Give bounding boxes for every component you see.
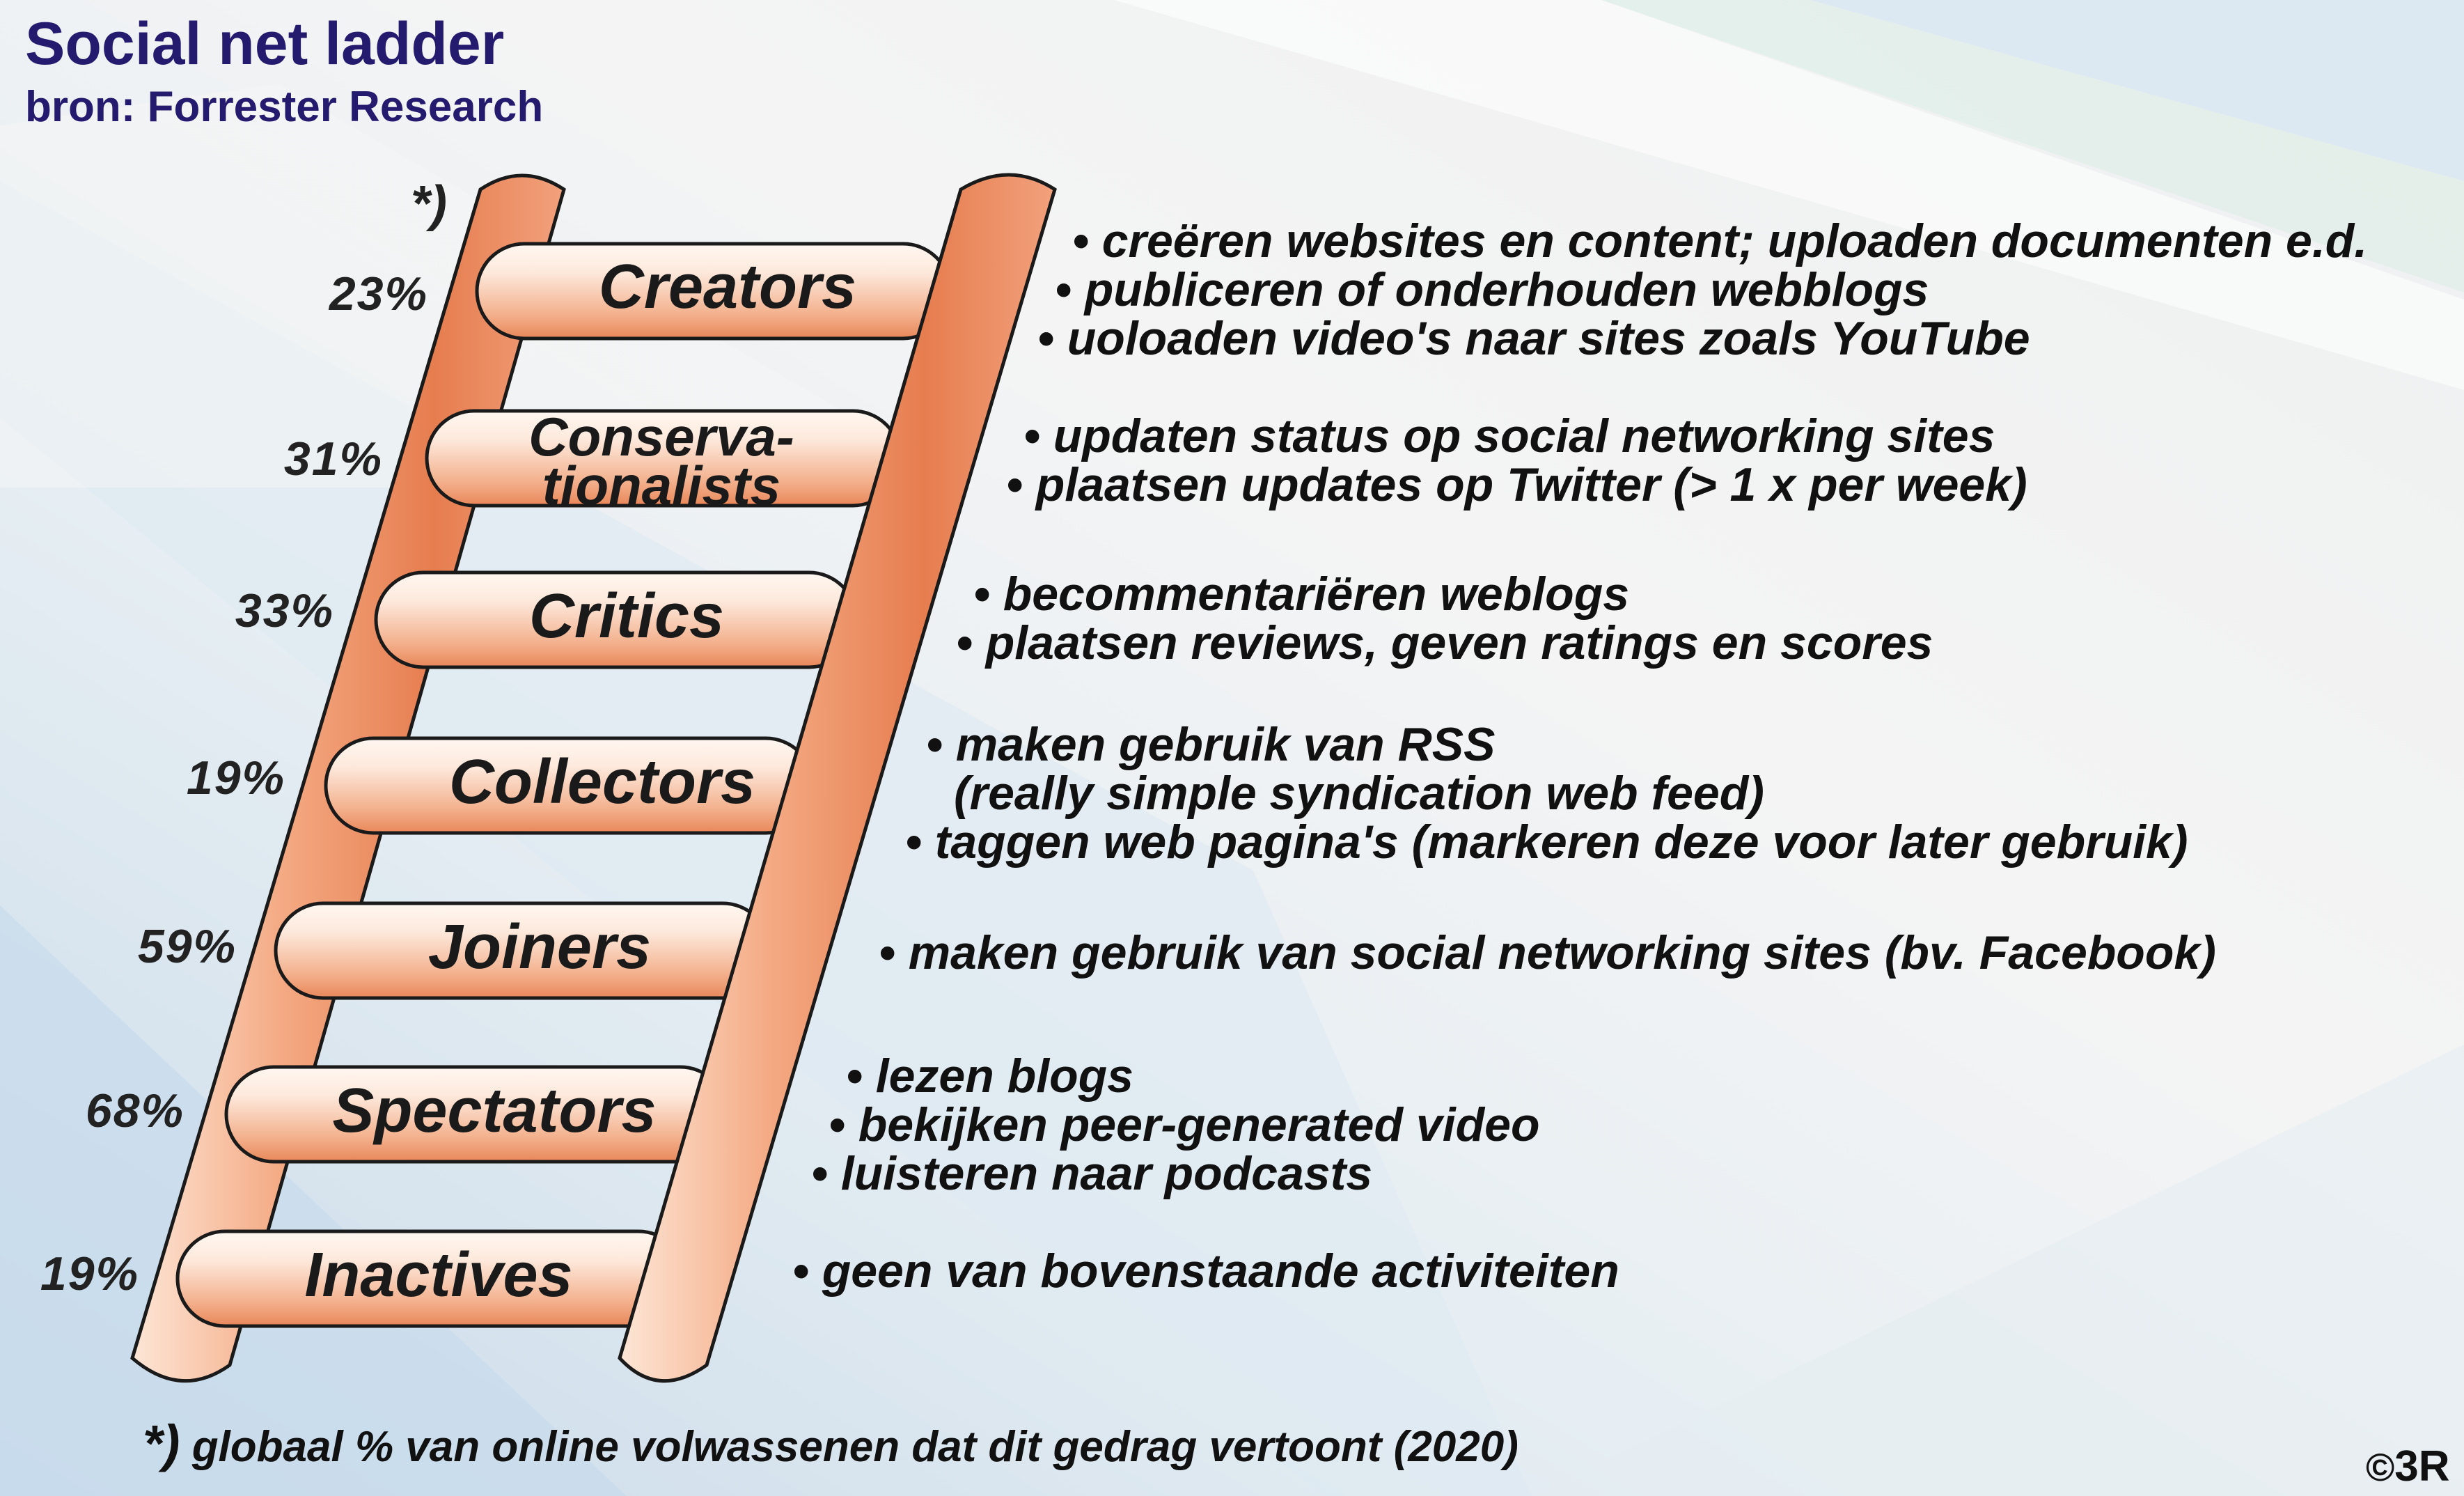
desc-inactives-line-1: • geen van bovenstaande activiteiten bbox=[792, 1245, 1619, 1298]
desc-spectators-line-1: • lezen blogs bbox=[846, 1050, 1133, 1102]
desc-collectors-line-3: • taggen web pagina's (markeren deze voor later gebruik) bbox=[905, 816, 2188, 868]
footnote-asterisk: *) bbox=[143, 1415, 180, 1472]
desc-critics-line-2: • plaatsen reviews, geven ratings en scores bbox=[956, 616, 1933, 669]
desc-joiners bbox=[879, 928, 2216, 977]
label-collectors: Collectors bbox=[448, 747, 756, 817]
percent-spectators: 68% bbox=[85, 1084, 185, 1137]
desc-conservationalists bbox=[1006, 410, 2027, 511]
label-spectators: Spectators bbox=[332, 1076, 657, 1146]
page-subtitle: bron: Forrester Research bbox=[25, 83, 544, 131]
desc-collectors bbox=[905, 718, 2188, 868]
desc-creators bbox=[1037, 215, 2368, 365]
desc-conservationalists-line-2: • plaatsen updates op Twitter (> 1 x per week) bbox=[1006, 458, 2027, 511]
logo-mark: 3R bbox=[2394, 1442, 2450, 1490]
desc-critics bbox=[956, 568, 1933, 669]
footnote-text: globaal % van online volwassenen dat dit gedrag vertoont (2020) bbox=[191, 1423, 1519, 1471]
page-title: Social net ladder bbox=[25, 10, 505, 77]
desc-creators-line-3: • uoloaden video's naar sites zoals YouTube bbox=[1037, 312, 2030, 365]
label-conservationalists bbox=[453, 406, 870, 517]
desc-spectators-line-2: • bekijken peer-generated video bbox=[829, 1098, 1540, 1151]
desc-critics-line-1: • becommentariëren weblogs bbox=[973, 568, 1630, 621]
label-conservationalists-line1: Conserva- bbox=[528, 406, 794, 467]
desc-creators-line-2: • publiceren of onderhouden webblogs bbox=[1055, 263, 1929, 316]
label-critics: Critics bbox=[528, 582, 725, 651]
footnote bbox=[143, 1414, 1519, 1473]
percent-creators: 23% bbox=[329, 267, 428, 320]
percent-inactives: 19% bbox=[40, 1247, 139, 1300]
percent-joiners: 59% bbox=[137, 920, 237, 973]
desc-creators-line-1: • creëren websites en content; uploaden documenten e.d. bbox=[1072, 215, 2368, 267]
desc-spectators bbox=[811, 1050, 1540, 1200]
copyright-symbol: © bbox=[2366, 1445, 2395, 1489]
desc-joiners-line-1: • maken gebruik van social networking sites (bv. Facebook) bbox=[879, 926, 2216, 979]
label-creators: Creators bbox=[598, 252, 857, 322]
label-conservationalists-line2: tionalists bbox=[542, 455, 781, 517]
desc-conservationalists-line-1: • updaten status op social networking sites bbox=[1023, 410, 1995, 462]
logo bbox=[2366, 1442, 2450, 1491]
percent-critics: 33% bbox=[235, 584, 334, 637]
desc-collectors-line-1: • maken gebruik van RSS bbox=[926, 718, 1496, 771]
percent-conservationalists: 31% bbox=[283, 433, 383, 485]
desc-inactives bbox=[792, 1245, 1619, 1298]
label-joiners: Joiners bbox=[427, 912, 652, 982]
desc-collectors-line-2: (really simple syndication web feed) bbox=[954, 767, 1764, 820]
asterisk-marker: *) bbox=[411, 176, 447, 232]
desc-spectators-line-3: • luisteren naar podcasts bbox=[811, 1147, 1373, 1200]
percent-collectors: 19% bbox=[186, 751, 285, 804]
label-inactives: Inactives bbox=[304, 1240, 573, 1310]
